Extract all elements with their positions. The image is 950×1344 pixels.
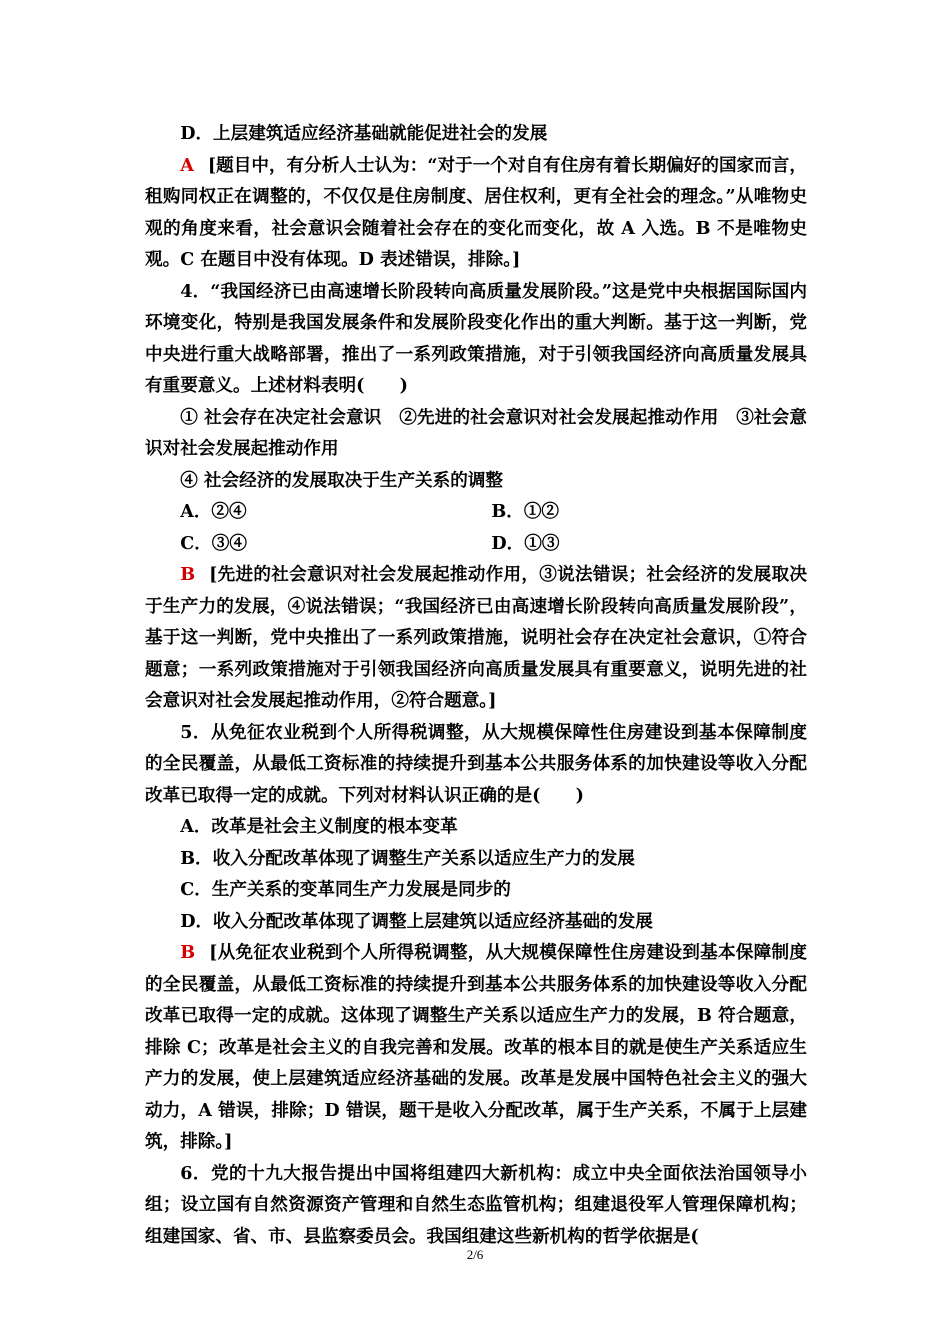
q3-explanation: [题目中，有分析人士认为：“对于一个对自有住房有着长期偏好的国家而言，租购同权正在调整的，不仅仅是住房制度、居住权利，更有全社会的理念。”从唯物史观的角度来看，社会意识会随着社会存在的变化而变化，故 A 入选。B 不是唯物史观。C 在题目中没有体现。D 表述错误，排除。] — [145, 154, 807, 270]
document-page — [145, 118, 807, 1252]
q5-option-d: D．收入分配改革体现了调整上层建筑以适应经济基础的发展 — [180, 910, 653, 932]
q3-answer-block — [145, 150, 807, 276]
q4-option-d: D．①③ — [491, 532, 560, 554]
q4-option-b: B．①② — [491, 501, 560, 522]
q4-answer-block — [145, 559, 807, 717]
q4-answer: B — [180, 564, 196, 585]
q6-stem: 6．党的十九大报告提出中国将组建四大新机构：成立中央全面依法治国领导小组；设立国有自然资源资产管理和自然生态监管机构；组建退役军人管理保障机构；组建国家、省、市、县监察委员会。我国组建这些新机构的哲学依据是( — [145, 1162, 807, 1247]
q4-option-a: A．②④ — [180, 501, 247, 522]
q4-items-line1: ① 社会存在决定社会意识 ②先进的社会意识对社会发展起推动作用 ③社会意识对社会发展起推动作用 — [145, 406, 807, 459]
q4-items-line2: ④ 社会经济的发展取决于生产关系的调整 — [180, 469, 504, 491]
q4-stem: 4．“我国经济已由高速增长阶段转向高质量发展阶段。”这是党中央根据国际国内环境变化，特别是我国发展条件和发展阶段变化作出的重大判断。基于这一判断，党中央进行重大战略部署，推出了一系列政策措施，对于引领我国经济向高质量发展具有重要意义。上述材料表明( ) — [145, 280, 807, 396]
q4-options-row2 — [145, 528, 807, 560]
q5-stem: 5．从免征农业税到个人所得税调整，从大规模保障性住房建设到基本保障制度的全民覆盖，从最低工资标准的持续提升到基本公共服务体系的加快建设等收入分配改革已取得一定的成就。下列对材料认识正确的是( ) — [145, 721, 807, 806]
q3-answer: A — [180, 154, 194, 176]
q5-explanation: [从免征农业税到个人所得税调整，从大规模保障性住房建设到基本保障制度的全民覆盖，从最低工资标准的持续提升到基本公共服务体系的加快建设等收入分配改革已取得一定的成就。这体现了调整生产关系以适应生产力的发展，B 符合题意，排除 C；改革是社会主义的自我完善和发展。改革的根本目的就是使生产关系适应生产力的发展，使上层建筑适应经济基础的发展。改革是发展中国特色社会主义的强大动力，A 错误，排除；D 错误，题干是收入分配改革，属于生产关系，不属于上层建筑，排除。] — [145, 942, 807, 1152]
q3-option-d: D．上层建筑适应经济基础就能促进社会的发展 — [180, 123, 548, 144]
q5-answer: B — [180, 942, 196, 963]
q4-explanation: [先进的社会意识对社会发展起推动作用，③说法错误；社会经济的发展取决于生产力的发展，④说法错误；“我国经济已由高速增长阶段转向高质量发展阶段”，基于这一判断，党中央推出了一系列政策措施，说明社会存在决定社会意识，①符合题意；一系列政策措施对于引领我国经济向高质量发展具有重要意义，说明先进的社会意识对社会发展起推动作用，②符合题意。] — [145, 564, 807, 711]
q4-option-c: C．③④ — [180, 532, 247, 554]
q5-answer-block — [145, 937, 807, 1158]
q4-options-row1 — [145, 496, 807, 528]
page-number: 2/6 — [466, 1247, 484, 1262]
q5-option-a: A．改革是社会主义制度的根本变革 — [180, 816, 458, 837]
q5-option-c: C．生产关系的变革同生产力发展是同步的 — [180, 879, 511, 900]
q5-option-b: B．收入分配改革体现了调整生产关系以适应生产力的发展 — [180, 847, 635, 869]
